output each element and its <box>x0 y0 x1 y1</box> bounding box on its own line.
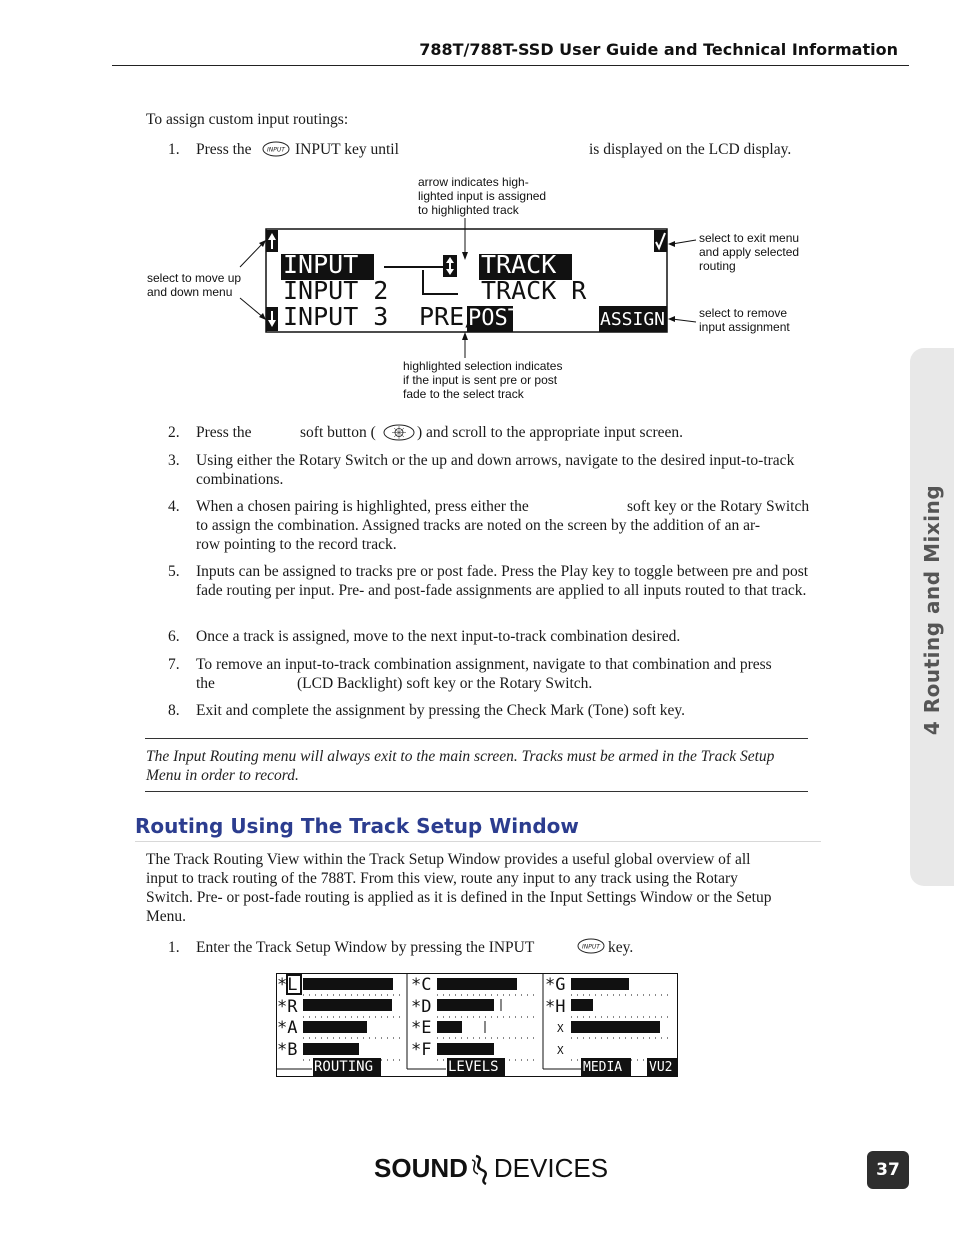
track-label-b: B <box>287 1039 298 1060</box>
track-col-3 <box>545 975 566 1061</box>
sound-devices-logo: SOUND DEVICES <box>374 1152 608 1186</box>
armed-marker: * <box>411 1039 422 1060</box>
tab-media[interactable]: MEDIA <box>583 1060 623 1075</box>
track-label-r: R <box>287 996 298 1017</box>
chapter-tab-label: 4 Routing and Mixing <box>920 484 944 736</box>
intro-text: To assign custom input routings: <box>146 111 349 128</box>
callout-right-top: select to exit menu and apply selected routing <box>699 231 800 273</box>
lcd-track-l: TRACK L <box>481 250 587 279</box>
track-label-h: H <box>555 996 566 1017</box>
step-1-post: is displayed on the LCD display. <box>589 141 792 158</box>
section-paragraph: The Track Routing View within the Track Setup Window provides a useful global overview of all input to track routing of the 788T. From this view, route any input to any track using the Rotary Switch. Pre- or post-fade routing is applied as it is defined in the Input Settings Window or the Setup Menu. <box>146 851 772 925</box>
tab-levels[interactable]: LEVELS <box>448 1059 499 1075</box>
track-label-g: G <box>555 975 566 995</box>
note-rule-top <box>145 738 808 739</box>
section-title: Routing Using The Track Setup Window <box>135 814 579 838</box>
lcd-input-3: INPUT 3 <box>283 302 389 331</box>
callout-right-bottom: select to remove input assignment <box>699 306 790 334</box>
lcd-assign[interactable]: ASSIGN <box>600 309 666 330</box>
tab-vu[interactable]: VU2 <box>649 1060 673 1075</box>
track-label-x: X <box>557 1022 564 1035</box>
lcd-post: POST <box>468 306 521 331</box>
track-label-x: X <box>557 1043 564 1057</box>
tab-routing[interactable]: ROUTING <box>314 1059 374 1075</box>
lcd-pre: PRE/ <box>419 302 480 331</box>
header-rule <box>112 65 909 66</box>
input-key-icon-label: INPUT <box>582 943 600 951</box>
armed-marker: * <box>411 975 422 995</box>
track-label-c: C <box>421 975 432 995</box>
track-label-d: D <box>421 996 432 1017</box>
page-number: 37 <box>867 1151 909 1189</box>
track-label-e: E <box>421 1018 432 1038</box>
step-number: 1. <box>168 141 180 158</box>
track-col-2 <box>411 975 432 1061</box>
track-setup-lcd <box>276 972 679 1078</box>
armed-marker: * <box>277 1018 288 1038</box>
armed-marker: * <box>411 1018 422 1038</box>
lcd-input-2: INPUT 2 <box>283 276 389 305</box>
header-title: 788T/788T-SSD User Guide and Technical Information <box>419 40 898 59</box>
input-routing-diagram <box>140 170 820 410</box>
armed-marker: * <box>545 996 556 1017</box>
input-key-icon-label: INPUT <box>267 146 285 154</box>
lcd-input-1: INPUT 1 <box>283 250 389 279</box>
armed-marker: * <box>277 975 288 995</box>
note-text: The Input Routing menu will always exit to the main screen. Tracks must be armed in the Track Setup Menu in order to record. <box>146 748 775 784</box>
armed-marker: * <box>411 996 422 1017</box>
track-label-a: A <box>287 1018 298 1038</box>
step-1 <box>0 140 954 160</box>
callout-bottom: highlighted selection indicates if the input is sent pre or post fade to the select track <box>403 359 563 401</box>
step-1-pre: Press the <box>196 141 252 158</box>
callout-left: select to move up and down menu <box>147 271 242 299</box>
note-rule-bottom <box>145 791 808 792</box>
callout-top: arrow indicates high- lighted input is assigned to highlighted track <box>418 175 547 217</box>
armed-marker: * <box>545 975 556 995</box>
logo-swirl-icon <box>468 1152 494 1186</box>
input-key-icon <box>577 938 605 959</box>
step-1-key: INPUT key until <box>295 141 399 158</box>
track-col-1 <box>277 975 298 1061</box>
section-step-1: 1. Enter the Track Setup Window by pressing the INPUT INPUT key. <box>0 938 954 958</box>
armed-marker: * <box>277 1039 288 1060</box>
step-2: 2. Press the soft button ( ) and scroll to the appropriate input screen. <box>0 423 954 443</box>
rotary-button-icon <box>383 424 415 446</box>
track-label-f: F <box>421 1039 432 1060</box>
lcd-track-r: TRACK R <box>481 276 587 305</box>
input-key-icon <box>262 141 290 162</box>
armed-marker: * <box>277 996 288 1017</box>
section-rule <box>135 841 821 842</box>
track-label-l: L <box>287 975 298 995</box>
